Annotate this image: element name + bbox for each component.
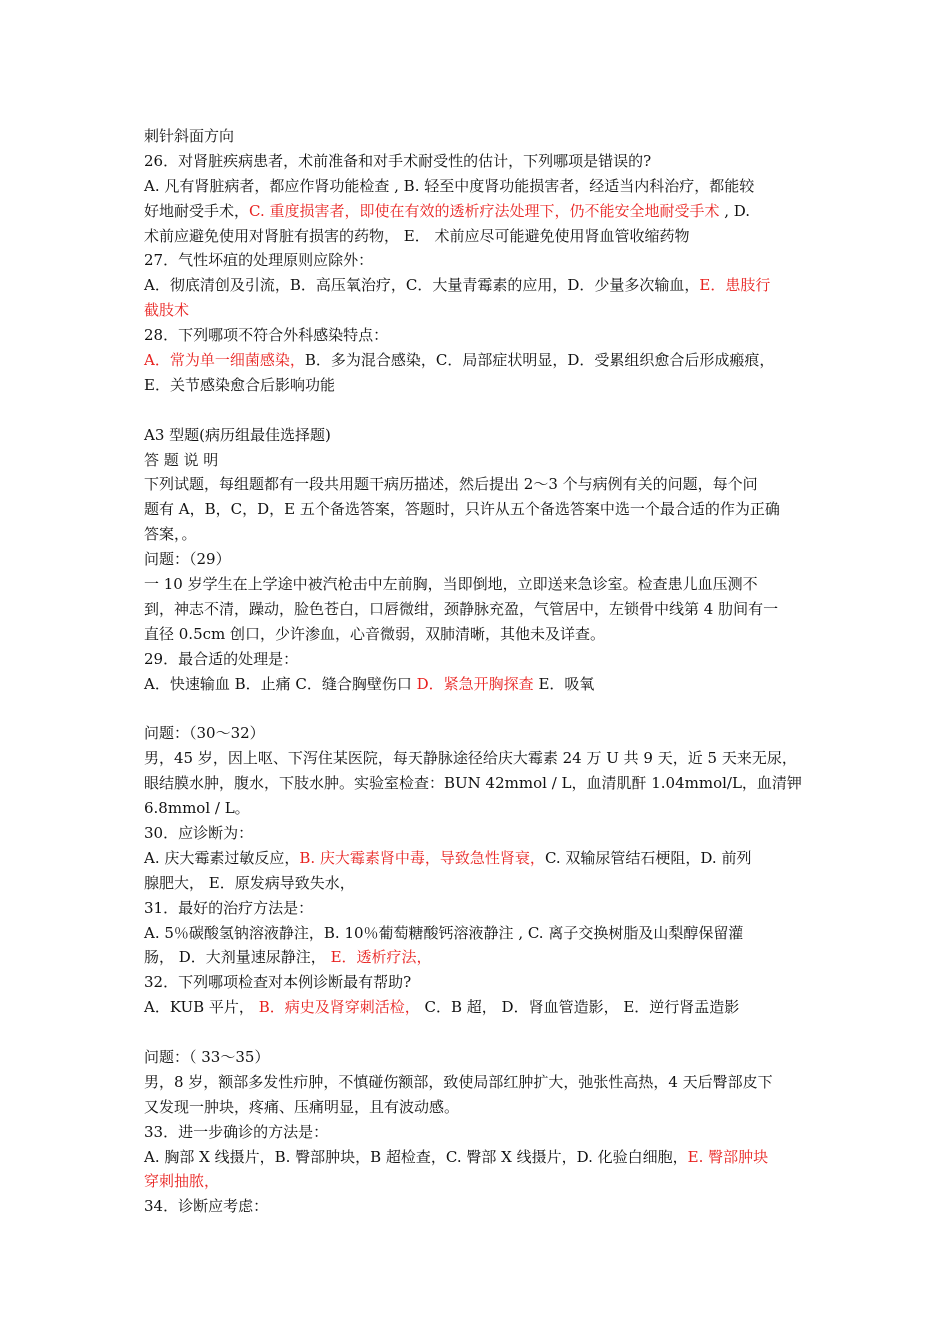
text-line [144,672,816,697]
text-line [144,323,816,348]
text-line [144,921,816,946]
text-line [144,746,816,771]
text-segment: 术前应避免使用对肾脏有损害的药物， E． 术前应尽可能避免使用肾血管收缩药物 [144,226,690,245]
text-line [144,497,816,522]
text-segment: 6.8mmol / L。 [144,799,250,818]
answer-highlight: B. 庆大霉素肾中毒，导致急性肾衰， [299,848,545,867]
text-segment: A．KUB 平片， [144,998,259,1017]
text-segment: A. 5％碳酸氢钠溶液静注，B. 10％葡萄糖酸钙溶液静注 , C. 离子交换树脂及山梨醇保留灌 [144,923,744,942]
text-segment: 直径 0.5cm 创口，少许渗血，心音微弱，双肺清晰，其他未及详查。 [144,624,606,643]
answer-highlight: E．透析疗法， [330,948,432,967]
text-line [144,522,816,547]
text-segment: 28．下列哪项不符合外科感染特点： [144,326,389,345]
blank-line [144,398,816,423]
text-line [144,174,816,199]
text-segment: 30．应诊断为： [144,823,254,842]
text-line [144,647,816,672]
answer-highlight: B．病史及肾穿刺活检， [258,998,420,1017]
text-line [144,199,816,224]
text-segment: 下列试题，每组题都有一段共用题干病历描述，然后提出 2～3 个与病例有关的问题，每个问 [144,475,758,494]
text-segment: 32．下列哪项检查对本例诊断最有帮助? [144,973,412,992]
text-line [144,1045,816,1070]
text-line [144,721,816,746]
text-line [144,248,816,273]
answer-highlight: C. 重度损害者，即使在有效的透析疗法处理下，仍不能安全地耐受手术 [249,201,720,220]
text-segment: 又发现一肿块，疼痛、压痛明显，且有波动感。 [144,1097,460,1116]
text-segment: 29．最合适的处理是： [144,649,299,668]
text-line [144,572,816,597]
text-segment: 好地耐受手术， [144,201,250,220]
text-line [144,796,816,821]
text-line [144,622,816,647]
answer-highlight: 穿刺抽脓， [144,1172,220,1191]
text-line [144,298,816,323]
text-segment: 33．进一步确诊的方法是： [144,1122,329,1141]
blank-line [144,696,816,721]
text-segment: C．B 超， D．肾血管造影， E．逆行肾盂造影 [419,998,740,1017]
text-segment: 题有 A，B，C，D，E 五个备选答案，答题时，只许从五个备选答案中选一个最合适的作为正确 [144,500,780,519]
text-line [144,348,816,373]
text-segment: E．关节感染愈合后影响功能 [144,375,335,394]
answer-highlight: A．常为单一细菌感染， [144,351,305,370]
text-segment: 31．最好的治疗方法是： [144,898,314,917]
text-line [144,771,816,796]
text-line [144,1095,816,1120]
text-line [144,597,816,622]
text-segment: A. 胸部 X 线摄片，B. 臀部肿块，B 超检查，C. 臀部 X 线摄片，D. 化验白细胞， [144,1147,688,1166]
text-line [144,896,816,921]
text-segment: , D. [719,201,751,220]
text-segment: A. 凡有肾脏病者，都应作肾功能检查 , B. 轻至中度肾功能损害者，经适当内科治疗，都能较 [144,176,755,195]
text-line [144,373,816,398]
text-segment: 答 题 说 明 [144,450,219,469]
text-segment: 问题：（30～32） [144,724,265,743]
text-segment: 问题：（ 33～35） [144,1047,270,1066]
text-segment: 27．气性坏疽的处理原则应除外： [144,251,374,270]
text-segment: 男，45 岁，因上呕、下泻住某医院，每天静脉途径给庆大霉素 24 万 U 共 9 天，近 5 天来无尿， [144,749,797,768]
answer-highlight: E．患肢行 [699,276,771,295]
text-segment: 到，神志不清，躁动，脸色苍白，口唇微绀，颈静脉充盈，气管居中，左锁骨中线第 4 肋间有一 [144,599,779,618]
text-segment: 男，8 岁，额部多发性疖肿，不慎碰伤额部，致使局部红肿扩大，弛张性高热，4 天后臀部皮下 [144,1072,773,1091]
text-line [144,945,816,970]
text-segment: B．多为混合感染，C．局部症状明显，D．受累组织愈合后形成瘢痕， [304,351,775,370]
blank-line [144,1020,816,1045]
text-segment: 眼结膜水肿，腹水，下肢水肿。实验室检查：BUN 42mmol / L，血清肌酐 1.04mmol/L，血清钾 [144,774,802,793]
text-segment: E．吸氧 [533,674,595,693]
text-line [144,273,816,298]
text-line [144,846,816,871]
text-line [144,547,816,572]
text-line [144,1169,816,1194]
text-line [144,1194,816,1219]
text-segment: 答案，。 [144,525,197,544]
text-line [144,995,816,1020]
text-segment: 腺肥大， E．原发病导致失水， [144,873,355,892]
text-segment: 刺针斜面方向 [144,127,235,145]
document-page [144,124,816,1219]
text-segment: A3 型题(病历组最佳选择题) [144,425,331,444]
text-segment: 肠， D．大剂量速尿静注， [144,948,331,967]
text-segment: 26．对肾脏疾病患者，术前准备和对手术耐受性的估计，下列哪项是错误的? [144,151,652,170]
answer-highlight: 截肢术 [144,301,190,320]
text-segment: C. 双输尿管结石梗阻，D. 前列 [544,848,752,867]
text-line [144,448,816,473]
text-line [144,1120,816,1145]
text-segment: 一 10 岁学生在上学途中被汽枪击中左前胸，当即倒地，立即送来急诊室。检查患儿血压测不 [144,575,758,594]
text-line [144,149,816,174]
text-line [144,970,816,995]
text-segment: A. 庆大霉素过敏反应， [144,848,300,867]
text-line [144,1145,816,1170]
text-segment: 34．诊断应考虑： [144,1197,269,1216]
text-line [144,871,816,896]
text-line [144,124,816,149]
text-line [144,472,816,497]
text-line [144,1070,816,1095]
text-line [144,224,816,249]
text-segment: A．快速输血 B．止痛 C．缝合胸壁伤口 [144,674,417,693]
answer-highlight: D．紧急开胸探查 [416,674,534,693]
text-segment: A．彻底清创及引流，B．高压氧治疗，C．大量青霉素的应用，D．少量多次输血， [144,276,700,295]
answer-highlight: E. 臀部肿块 [687,1147,769,1166]
text-line [144,821,816,846]
text-segment: 问题：（29） [144,550,231,569]
text-line [144,423,816,448]
